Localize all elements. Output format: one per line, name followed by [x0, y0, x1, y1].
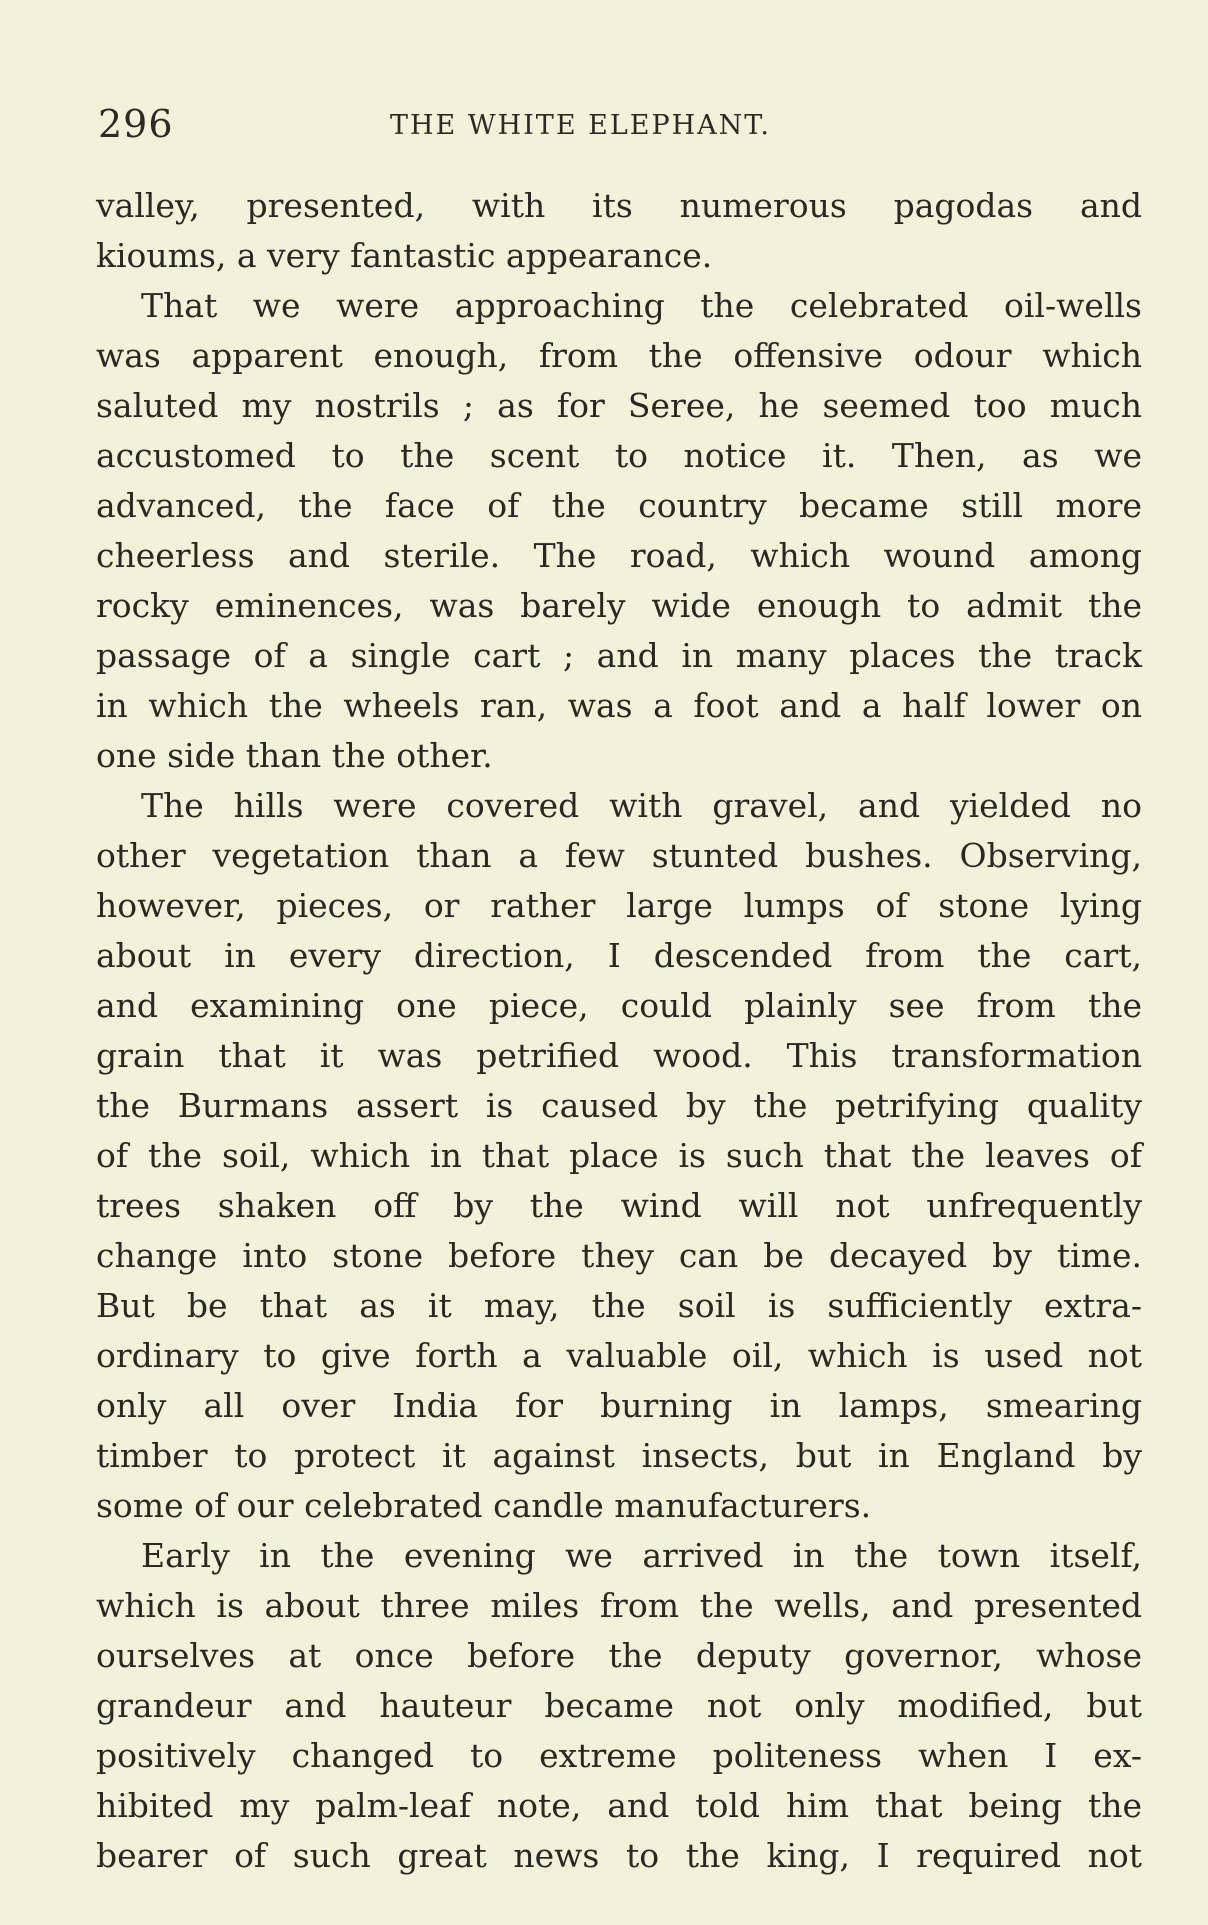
- paragraph-first-line: The hills were covered with gravel, and yielded no: [141, 786, 1142, 825]
- page-number: 296: [98, 102, 174, 146]
- text-line: only all over India for burning in lamps, smearing: [96, 1386, 1142, 1425]
- text-line: the Burmans assert is caused by the petrifying quality: [96, 1086, 1142, 1125]
- text-line: ourselves at once before the deputy governor, whose: [96, 1636, 1142, 1675]
- text-line: kioums, a very fantastic appearance.: [96, 236, 713, 275]
- text-line: of the soil, which in that place is such that the leaves of: [96, 1136, 1142, 1175]
- text-line: cheerless and sterile. The road, which wound among: [96, 536, 1142, 575]
- text-line: hibited my palm-leaf note, and told him that being the: [96, 1786, 1142, 1825]
- body-text: [96, 181, 1142, 1881]
- text-line: But be that as it may, the soil is sufficiently extra-: [96, 1286, 1142, 1325]
- text-line: timber to protect it against insects, but in England by: [96, 1436, 1142, 1475]
- text-line: positively changed to extreme politeness when I ex-: [96, 1736, 1142, 1775]
- text-line: grain that it was petrified wood. This transformation: [96, 1036, 1142, 1075]
- text-line: rocky eminences, was barely wide enough to admit the: [96, 586, 1142, 625]
- text-line: change into stone before they can be decayed by time.: [96, 1236, 1142, 1275]
- text-line: saluted my nostrils ; as for Seree, he seemed too much: [96, 386, 1142, 425]
- page-header: [98, 102, 1144, 158]
- text-line: ordinary to give forth a valuable oil, which is used not: [96, 1336, 1142, 1375]
- text-line: bearer of such great news to the king, I required not: [96, 1836, 1142, 1875]
- text-line: in which the wheels ran, was a foot and a half lower on: [96, 686, 1142, 725]
- paragraph-first-line: That we were approaching the celebrated oil-wells: [141, 286, 1142, 325]
- text-line: some of our celebrated candle manufacturers.: [96, 1486, 872, 1525]
- text-line: advanced, the face of the country became still more: [96, 486, 1142, 525]
- text-line: passage of a single cart ; and in many places the track: [96, 636, 1142, 675]
- paragraph-first-line: Early in the evening we arrived in the town itself,: [141, 1536, 1142, 1575]
- text-line: about in every direction, I descended from the cart,: [96, 936, 1142, 975]
- text-line: accustomed to the scent to notice it. Then, as we: [96, 436, 1142, 475]
- running-head: THE WHITE ELEPHANT.: [390, 110, 771, 141]
- text-line: valley, presented, with its numerous pagodas and: [96, 186, 1142, 225]
- text-line: grandeur and hauteur became not only modified, but: [96, 1686, 1142, 1725]
- text-line: which is about three miles from the wells, and presented: [96, 1586, 1142, 1625]
- text-line: and examining one piece, could plainly see from the: [96, 986, 1142, 1025]
- text-line: one side than the other.: [96, 736, 493, 775]
- text-line: was apparent enough, from the offensive odour which: [96, 336, 1142, 375]
- text-line: however, pieces, or rather large lumps of stone lying: [96, 886, 1142, 925]
- text-line: other vegetation than a few stunted bushes. Observing,: [96, 836, 1142, 875]
- text-line: trees shaken off by the wind will not unfrequently: [96, 1186, 1142, 1225]
